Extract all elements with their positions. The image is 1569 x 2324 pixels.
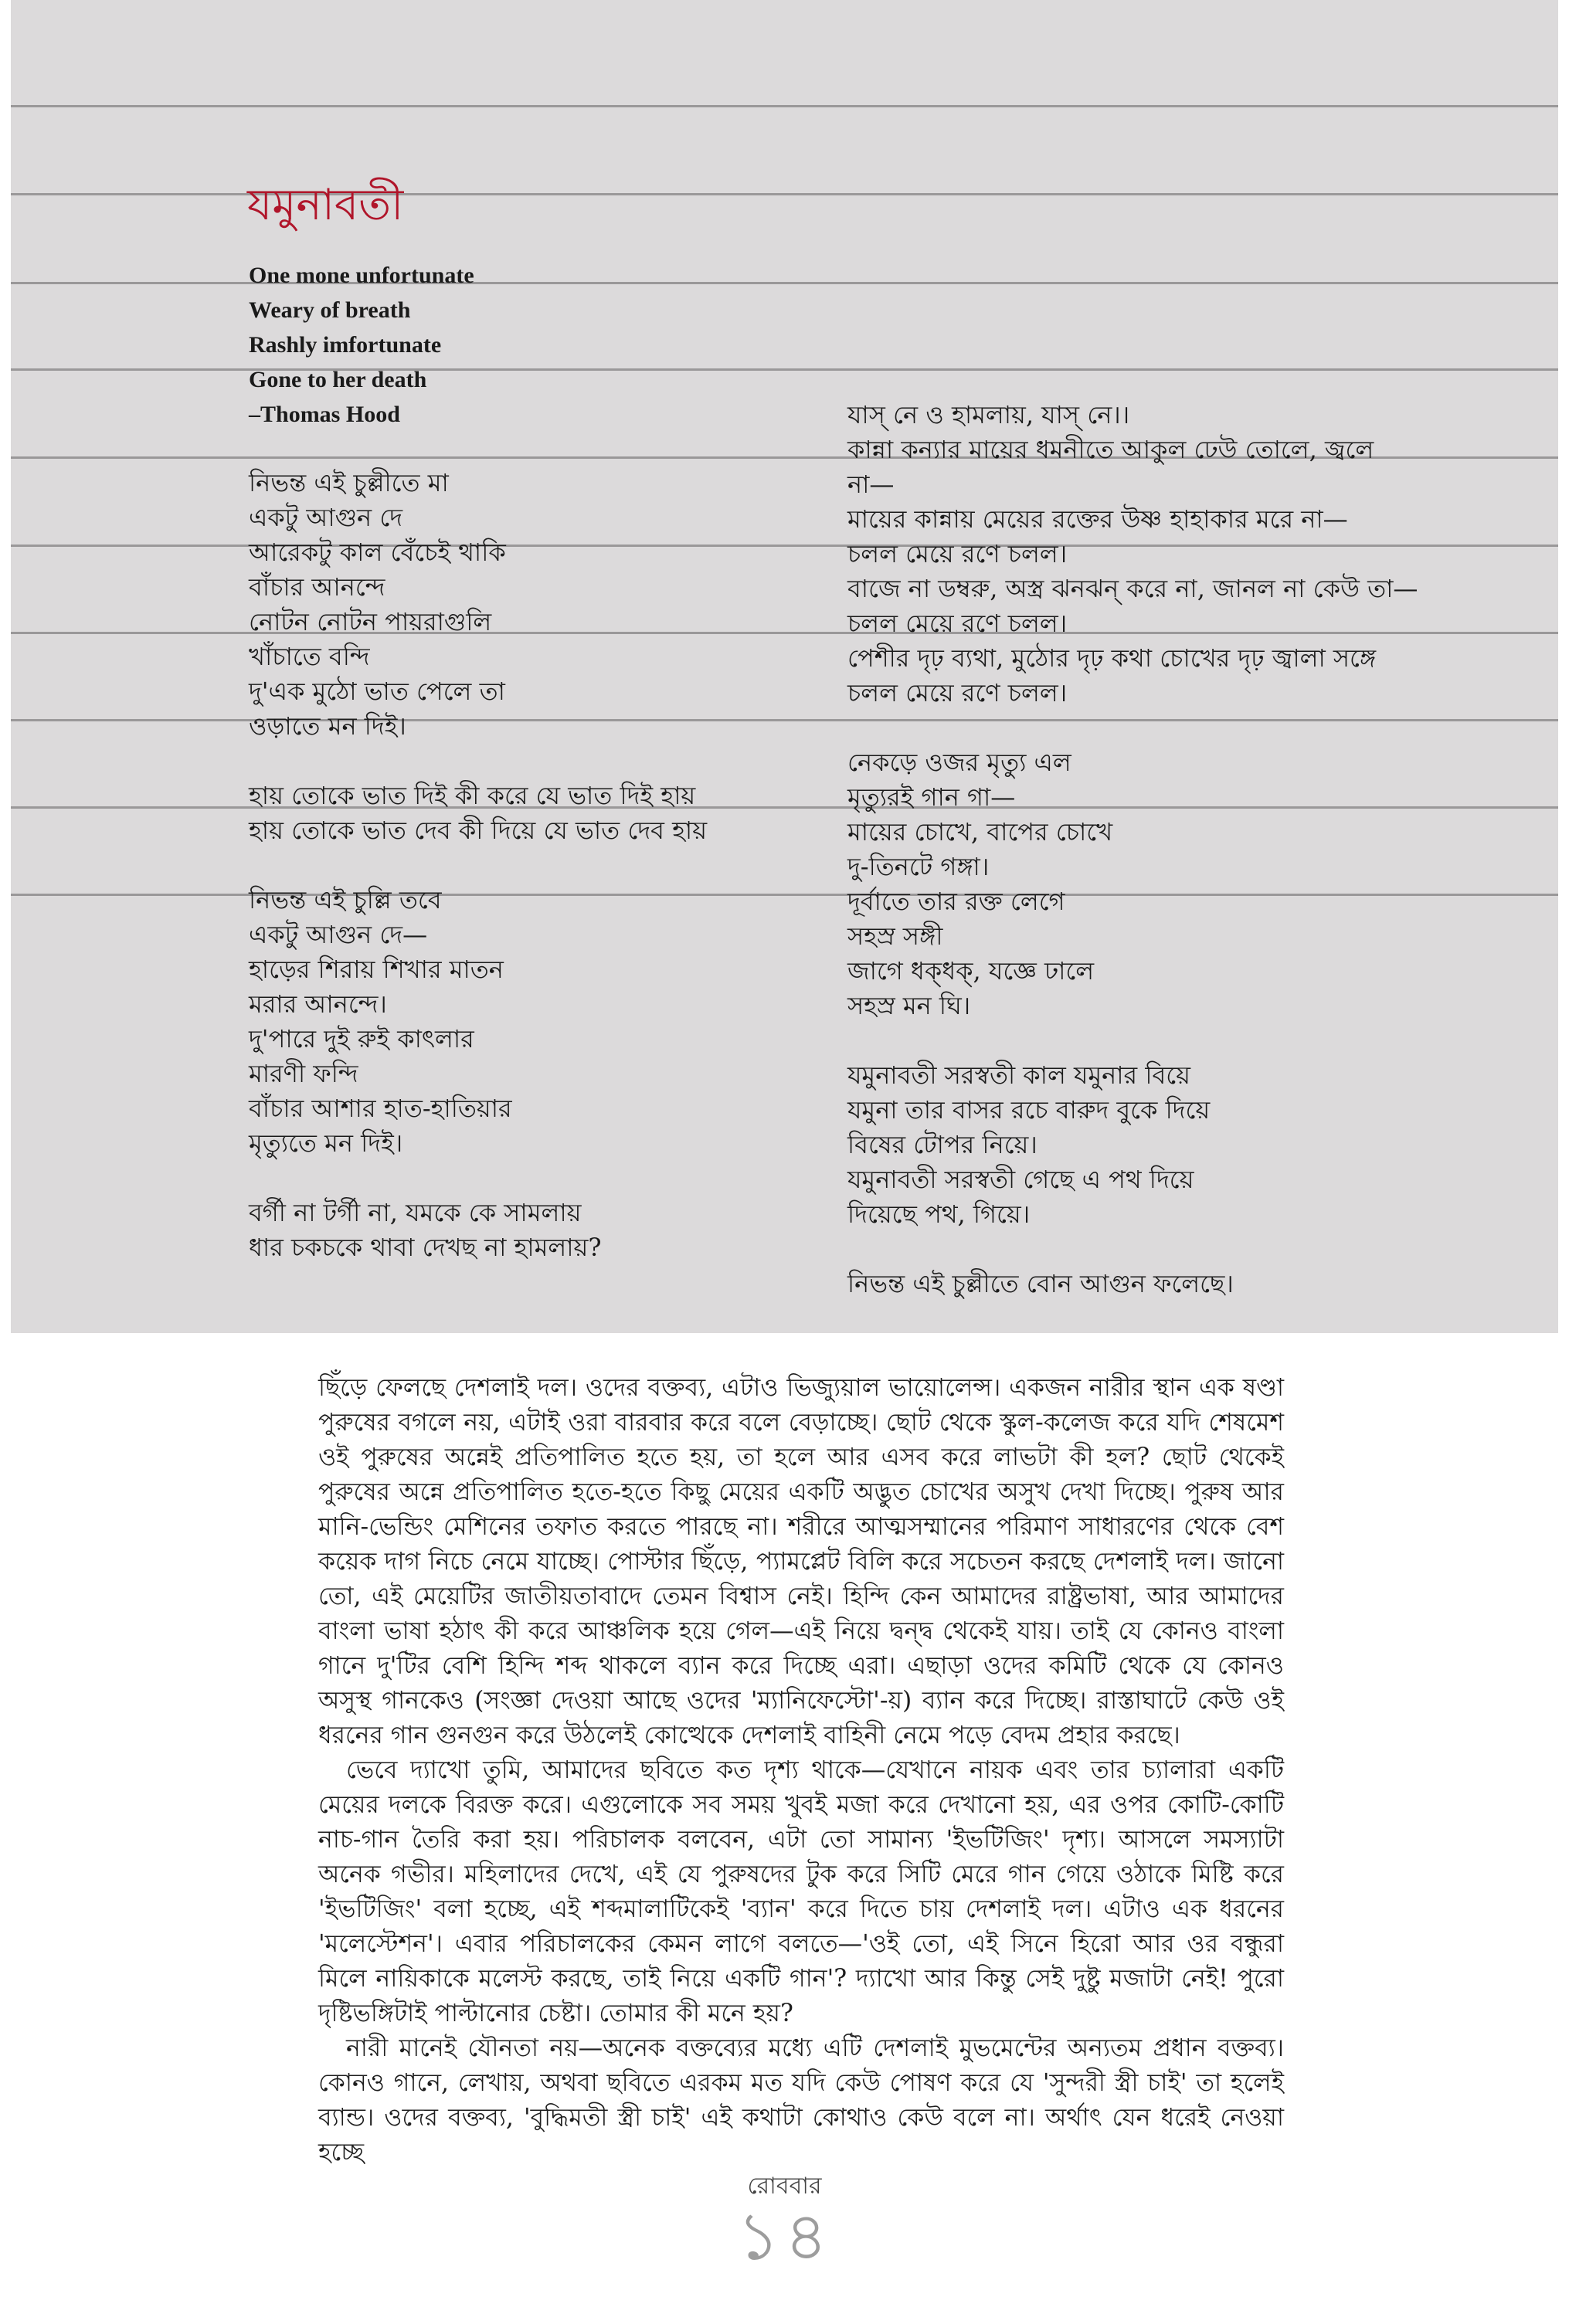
poem-line: চলল মেয়ে রণে চলল। <box>847 539 1068 568</box>
poem-line: একটু আগুন দে— <box>249 920 428 949</box>
poem-line: নিভন্ত এই চুল্লি তবে <box>249 885 442 914</box>
poem-line: সহস্র সঙ্গী <box>847 921 943 951</box>
poem-line: আরেকটু কাল বেঁচেই থাকি <box>249 538 506 567</box>
poem-stanza <box>249 1196 805 1265</box>
epigraph-attribution: –Thomas Hood <box>249 402 400 427</box>
poem-line: যমুনাবতী সরস্বতী গেছে এ পথ দিয়ে <box>847 1165 1194 1194</box>
poem-stanza <box>847 398 1543 711</box>
poem-line: বাঁচার আনন্দে <box>249 572 385 602</box>
poem-line: মরার আনন্দে। <box>249 989 387 1019</box>
poem-left-column <box>249 466 805 1265</box>
poem-title: যমুনাবতী <box>247 180 404 230</box>
poem-line: মৃত্যুতে মন দিই। <box>249 1128 403 1158</box>
poem-line: হাড়ের শিরায় শিখার মাতন <box>249 955 504 984</box>
epigraph-line: Weary of breath <box>249 297 411 323</box>
ruled-line <box>11 193 1558 195</box>
poem-line: নেকড়ে ওজর মৃত্যু এল <box>847 748 1071 777</box>
epigraph-line: Rashly imfortunate <box>249 332 442 358</box>
poem-line: ধার চকচকে থাবা দেখছ না হামলায়? <box>249 1233 602 1262</box>
poem-line: পেশীর দৃঢ় ব্যথা, মুঠোর দৃঢ় কথা চোখের দৃঢ় জ্বালা সঙ্গে <box>847 643 1377 673</box>
poem-line: দূর্বাতে তার রক্ত লেগে <box>847 887 1065 916</box>
poem-line: মায়ের কান্নায় মেয়ের রক্তের উষ্ণ হাহাকার মরে না— <box>847 504 1348 534</box>
epigraph-line: Gone to her death <box>249 367 427 392</box>
article-paragraph: নারী মানেই যৌনতা নয়—অনেক বক্তব্যের মধ্যে এটি দেশলাই মুভমেন্টের অন্যতম প্রধান বক্তব্য। কোনও গানে, লেখায়, অথবা ছবিতে এরকম মত যদি কেউ পোষণ করে যে 'সুন্দরী স্ত্রী চাই' তা হলেই ব্যান্ড। ওদের বক্তব্য, 'বুদ্ধিমতী স্ত্রী চাই' এই কথাটা কোথাও কেউ বলে না। অর্থাৎ যেন ধরেই নেওয়া হচ্ছে <box>318 2034 1284 2166</box>
poem-line: নিভন্ত এই চুল্লীতে বোন আগুন ফলেছে। <box>847 1269 1234 1298</box>
poem-line: বিষের টোপর নিয়ে। <box>847 1130 1038 1159</box>
poem-stanza <box>249 466 805 744</box>
poem-line: সহস্র মন ঘি। <box>847 991 971 1020</box>
poem-line: মায়ের চোখে, বাপের চোখে <box>847 817 1113 846</box>
poem-line: দু'এক মুঠো ভাত পেলে তা <box>249 677 505 706</box>
poem-stanza <box>847 1058 1543 1232</box>
poem-right-column <box>847 398 1543 1301</box>
poem-line: খাঁচাতে বন্দি <box>249 642 370 671</box>
poem-line: বর্গী না টর্গী না, যমকে কে সামলায় <box>249 1198 582 1227</box>
poem-stanza <box>847 1267 1543 1301</box>
epigraph <box>249 258 635 432</box>
epigraph-line: One mone unfortunate <box>249 263 474 288</box>
poem-line: হায় তোকে ভাত দেব কী দিয়ে যে ভাত দেব হায় <box>249 816 708 845</box>
poem-line: যমুনাবতী সরস্বতী কাল যমুনার বিয়ে <box>847 1060 1190 1090</box>
ruled-line <box>11 368 1558 371</box>
poem-stanza <box>847 745 1543 1023</box>
article-paragraph: ছিঁড়ে ফেলছে দেশলাই দল। ওদের বক্তব্য, এটাও ভিজ্যুয়াল ভায়োলেন্স। একজন নারীর স্থান এক ষণ্ডা পুরুষের বগলে নয়, এটাই ওরা বারবার করে বলে বেড়াচ্ছে। ছোট থেকে স্কুল-কলেজ করে যদি শেষমেশ ওই পুরুষের অন্নেই প্রতিপালিত হতে হয়, তা হলে আর এসব করে লাভটা কী হল? ছোট থেকেই পুরুষের অন্নে প্রতিপালিত হতে-হতে কিছু মেয়ের একটি অদ্ভুত চোখের অসুখ দেখা দিচ্ছে। পুরুষ আর মানি-ভেন্ডিং মেশিনের তফাত করতে পারছে না। শরীরে আত্মসম্মানের পরিমাণ সাধারণের থেকে বেশ কয়েক দাগ নিচে নেমে যাচ্ছে। পোস্টার ছিঁড়ে, প্যামপ্লেট বিলি করে সচেতন করছে দেশলাই দল। জানো তো, এই মেয়েটির জাতীয়তাবাদে তেমন বিশ্বাস নেই। হিন্দি কেন আমাদের রাষ্ট্রভাষা, আর আমাদের বাংলা ভাষা হঠাৎ কী করে আঞ্চলিক হয়ে গেল—এই নিয়ে দ্বন্দ্ব থেকেই যায়। তাই যে কোনও বাংলা গানে দু'টির বেশি হিন্দি শব্দ থাকলে ব্যান করে দিচ্ছে এরা। এছাড়া ওদের কমিটি থেকে যে কোনও অসুস্থ গানকেও (সংজ্ঞা দেওয়া আছে ওদের 'ম্যানিফেস্টো'-য়) ব্যান করে দিচ্ছে। রাস্তাঘাটে কেউ ওই ধরনের গান গুনগুন করে উঠলেই কোত্থেকে দেশলাই বাহিনী নেমে পড়ে বেদম প্রহার করছে। <box>318 1374 1284 1749</box>
poem-line: কান্না কন্যার মায়ের ধমনীতে আকুল ঢেউ তোলে, জ্বলে <box>847 435 1374 464</box>
poem-line: না— <box>847 470 895 499</box>
poem-line: চলল মেয়ে রণে চলল। <box>847 609 1068 638</box>
poem-line: যাস্ নে ও হামলায়, যাস্ নে।। <box>847 400 1130 429</box>
poem-line: বাজে না ডম্বরু, অস্ত্র ঝনঝন্ করে না, জানল না কেউ তা— <box>847 574 1418 603</box>
poem-line: যমুনা তার বাসর রচে বারুদ বুকে দিয়ে <box>847 1095 1211 1125</box>
page-number: ১৪ <box>736 2198 833 2275</box>
magazine-name: রোববার <box>747 2173 822 2200</box>
poem-line: বাঁচার আশার হাত-হাতিয়ার <box>249 1094 512 1123</box>
poem-line: মারণী ফন্দি <box>249 1059 358 1088</box>
article-paragraph: ভেবে দ্যাখো তুমি, আমাদের ছবিতে কত দৃশ্য থাকে—যেখানে নায়ক এবং তার চ্যালারা একটি মেয়ের দলকে বিরক্ত করে। এগুলোকে সব সময় খুবই মজা করে দেখানো হয়, এর ওপর কোটি-কোটি নাচ-গান তৈরি করা হয়। পরিচালক বলবেন, এটা তো সামান্য 'ইভটিজিং' দৃশ্য। আসলে সমস্যাটা অনেক গভীর। মহিলাদের দেখে, এই যে পুরুষদের টুক করে সিটি মেরে গান গেয়ে ওঠাকে মিষ্টি করে 'ইভটিজিং' বলা হচ্ছে, এই শব্দমালাটিকেই 'ব্যান' করে দিতে চায় দেশলাই দল। এটাও এক ধরনের 'মলেস্টেশন'। এবার পরিচালকের কেমন লাগে বলতে—'ওই তো, এই সিনে হিরো আর ওর বন্ধুরা মিলে নায়িকাকে মলেস্ট করছে, তাই নিয়ে একটি গান'? দ্যাখো আর কিন্তু সেই দুষ্টু মজাটা নেই! পুরো দৃষ্টিভঙ্গিটাই পাল্টানোর চেষ্টা। তোমার কী মনে হয়? <box>318 1756 1284 2027</box>
poem-line: একটু আগুন দে <box>249 503 403 532</box>
poem-line: মৃত্যুরই গান গা— <box>847 782 1016 812</box>
poem-stanza <box>249 883 805 1161</box>
poem-line: দিয়েছে পথ, গিয়ে। <box>847 1199 1031 1229</box>
poem-line: জাগে ধক্‌ধক্, যজ্ঞে ঢালে <box>847 956 1095 986</box>
ruled-line <box>11 282 1558 284</box>
poem-stanza <box>249 779 805 848</box>
poem-line: দু-তিনটে গঙ্গা। <box>847 852 990 881</box>
poem-line: হায় তোকে ভাত দিই কী করে যে ভাত দিই হায় <box>249 781 696 810</box>
article-text <box>318 1371 1284 2170</box>
poem-line: ওড়াতে মন দিই। <box>249 711 406 741</box>
poem-line: নিভন্ত এই চুল্লীতে মা <box>249 468 449 497</box>
poem-line: নোটন নোটন পায়রাগুলি <box>249 607 492 636</box>
poem-line: চলল মেয়ে রণে চলল। <box>847 678 1068 707</box>
poem-line: দু'পারে দুই রুই কাৎলার <box>249 1024 474 1053</box>
ruled-line <box>11 105 1558 107</box>
